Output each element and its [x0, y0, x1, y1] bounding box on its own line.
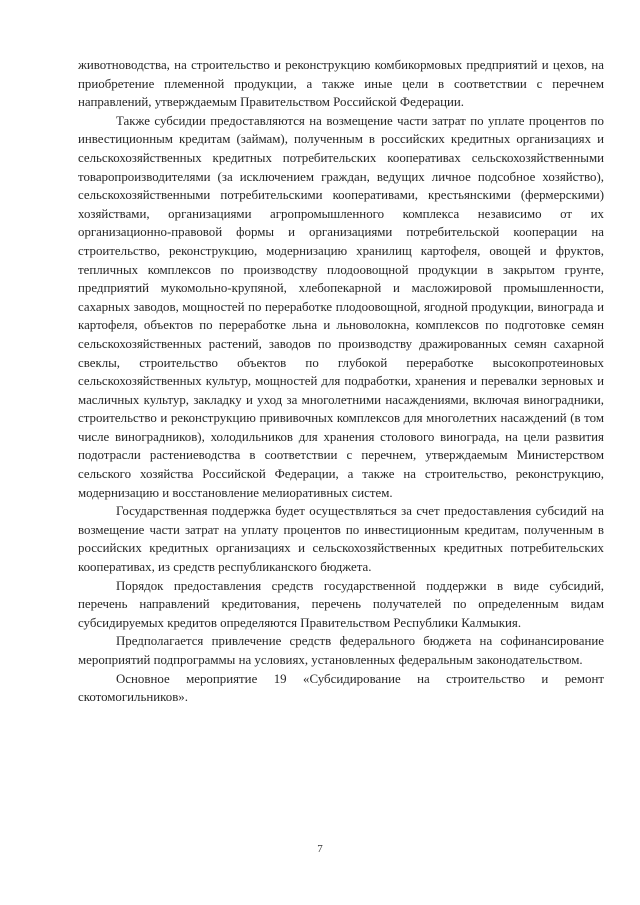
page-number: 7 [317, 843, 323, 855]
document-body [78, 56, 604, 707]
paragraph-federal-cofinancing: Предполагается привлечение средств федерального бюджета на софинансирование мероприятий подпрограммы на условиях, установленных федеральным законодательством. [78, 634, 604, 667]
paragraph-state-support: Государственная поддержка будет осуществляться за счет предоставления субсидий на возмещение части затрат на уплату процентов по инвестиционным кредитам, полученным в российских кредитных организациях и сельскохозяйственных кредитных потребительских кооперативах, из средств республиканского бюджета. [78, 504, 604, 575]
paragraph-continuation: животноводства, на строительство и реконструкцию комбикормовых предприятий и цехов, на приобретение племенной продукции, а также иные цели в соответствии с перечнем направлений, утверждаемым Правительством Российской Федерации. [78, 58, 604, 110]
paragraph-main-measure-19: Основное мероприятие 19 «Субсидирование на строительство и ремонт скотомогильников». [78, 671, 604, 705]
paragraph-procedure: Порядок предоставления средств государственной поддержки в виде субсидий, перечень направлений кредитования, перечень получателей по определенным видам субсидируемых кредитов определяются Правительством Республики Калмыкия. [78, 578, 604, 630]
paragraph-investment-credit-subsidies: Также субсидии предоставляются на возмещение части затрат по уплате процентов по инвестиционным кредитам (займам), полученным в российских кредитных организациях и сельскохозяйственных кредитных потребительских кооперативах сельскохозяйственными товаропроизводителями (за исключением граждан, ведущих личное подсобное хозяйство), сельскохозяйственными потребительскими кооперативами, крестьянскими (фермерскими) хозяйствами, организациями агропромышленного комплекса независимо от их организационно-правовой формы и организациями потребительской кооперации на строительство, реконструкцию, модернизацию хранилищ картофеля, овощей и фруктов, тепличных комплексов по производству плодоовощной продукции в закрытом грунте, предприятий мукомольно-крупяной, хлебопекарной и масложировой промышленности, сахарных заводов, мощностей по переработке плодоовощной, ягодной продукции, винограда и картофеля, объектов по переработке льна и льноволокна, комплексов по подготовке семян сельскохозяйственных растений, заводов по производству дражированных семян сахарной свеклы, строительство объектов по глубокой переработке высокопротеиновых сельскохозяйственных культур, мощностей для подработки, хранения и перевалки зерновых и масличных культур, закладку и уход за многолетними насаждениями, включая виноградники, строительство и реконструкцию прививочных комплексов для многолетних насаждений (в том числе виноградников), холодильников для хранения столового винограда, на цели развития подотрасли растениеводства в соответствии с перечнем, утверждаемым Министерством сельского хозяйства Российской Федерации, а также на строительство, реконструкцию, модернизацию и восстановление мелиоративных систем. [78, 113, 604, 500]
